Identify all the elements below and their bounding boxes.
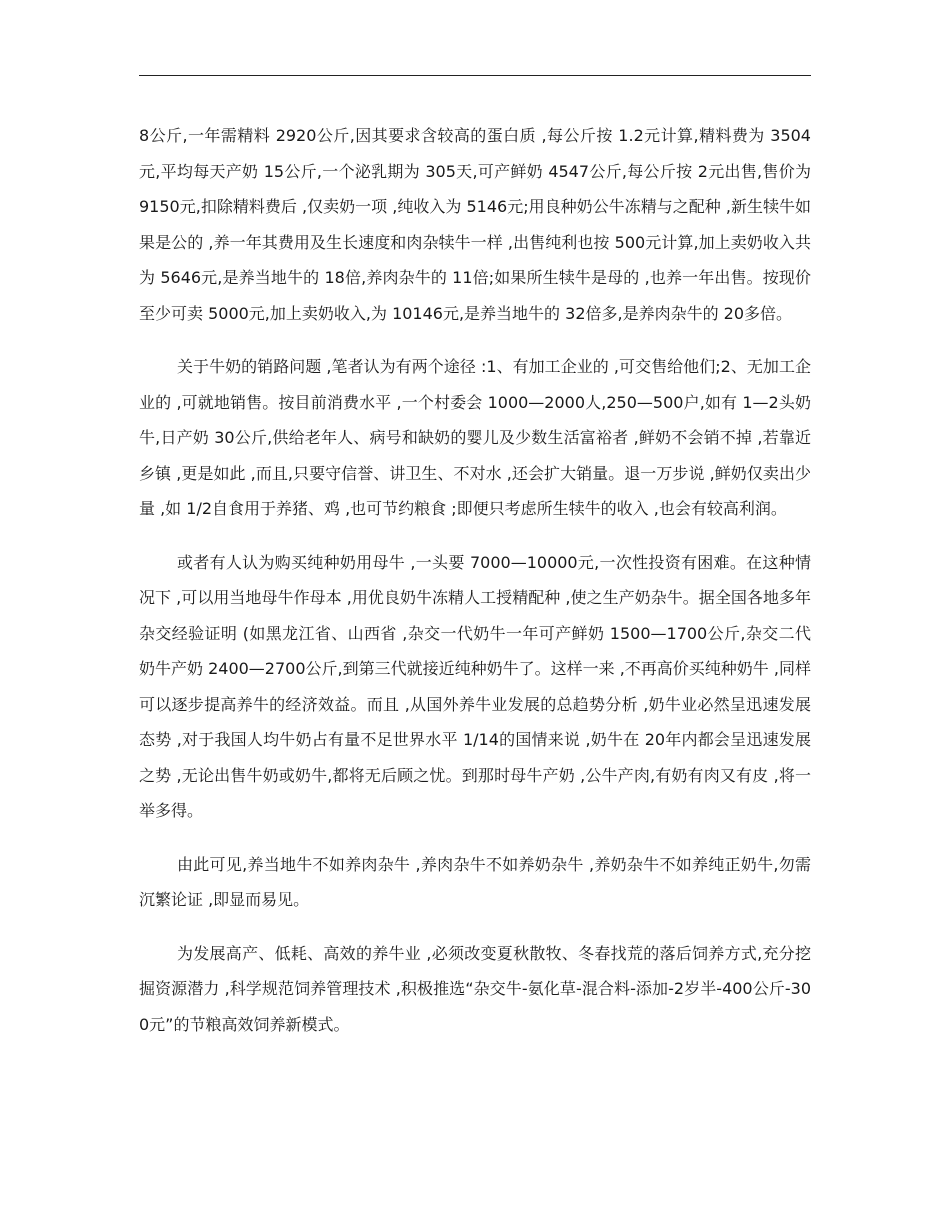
paragraph-conclusion: 由此可见,养当地牛不如养肉杂牛 ,养肉杂牛不如养奶杂牛 ,养奶杂牛不如养纯正奶牛,勿需沉繁论证 ,即显而易见。 bbox=[139, 854, 811, 909]
paragraph-milk-sales: 关于牛奶的销路问题 ,笔者认为有两个途径 :1、有加工企业的 ,可交售给他们;2、无加工企业的 ,可就地销售。按目前消费水平 ,一个村委会 1000—2000人,250—500户,如有 1—2头奶牛,日产奶 30公斤,供给老年人、病号和缺奶的婴儿及少数生活富裕者 ,鲜奶不会销不掉 ,若靠近乡镇 ,更是如此 ,而且,只要守信誉、讲卫生、不对水 ,还会扩大销量。退一万步说 ,鲜奶仅卖出少量 ,如 1/2自食用于养猪、鸡 ,也可节约粮食 ;即便只考虑所生犊牛的收入 ,也会有较高利润。 bbox=[139, 357, 811, 518]
header-rule bbox=[139, 75, 811, 76]
paragraph-crossbreeding: 或者有人认为购买纯种奶用母牛 ,一头要 7000—10000元,一次性投资有困难。在这种情况下 ,可以用当地母牛作母本 ,用优良奶牛冻精人工授精配种 ,使之生产奶杂牛。据全国各地多年杂交经验证明 (如黑龙江省、山西省 ,杂交一代奶牛一年可产鲜奶 1500—1700公斤,杂交二代奶牛产奶 2400—2700公斤,到第三代就接近纯种奶牛了。这样一来 ,不再高价买纯种奶牛 ,同样可以逐步提高养牛的经济效益。而且 ,从国外养牛业发展的总趋势分析 ,奶牛业必然呈迅速发展态势 ,对于我国人均牛奶占有量不足世界水平 1/14的国情来说 ,奶牛在 20年内都会呈迅速发展之势 ,无论出售牛奶或奶牛,都将无后顾之忧。到那时母牛产奶 ,公牛产肉,有奶有肉又有皮 ,将一举多得。 bbox=[139, 552, 811, 820]
paragraph-income-calculation: 8公斤,一年需精料 2920公斤,因其要求含较高的蛋白质 ,每公斤按 1.2元计算,精料费为 3504元,平均每天产奶 15公斤,一个泌乳期为 305天,可产鲜奶 4547公斤,每公斤按 2元出售,售价为 9150元,扣除精料费后 ,仅卖奶一项 ,纯收入为 5146元;用良种奶公牛冻精与之配种 ,新生犊牛如果是公的 ,养一年其费用及生长速度和肉杂犊牛一样 ,出售纯利也按 500元计算,加上卖奶收入共为 5646元,是养当地牛的 18倍,养肉杂牛的 11倍;如果所生犊牛是母的 ,也养一年出售。按现价至少可卖 5000元,加上卖奶收入,为 10146元,是养当地牛的 32倍多,是养肉杂牛的 20多倍。 bbox=[139, 126, 811, 323]
document-body bbox=[139, 118, 811, 1060]
paragraph-new-model: 为发展高产、低耗、高效的养牛业 ,必须改变夏秋散牧、冬春找荒的落后饲养方式,充分挖掘资源潜力 ,科学规范饲养管理技术 ,积极推选“杂交牛-氨化草-混合料-添加-2岁半-400公斤-300元”的节粮高效饲养新模式。 bbox=[139, 943, 811, 1034]
